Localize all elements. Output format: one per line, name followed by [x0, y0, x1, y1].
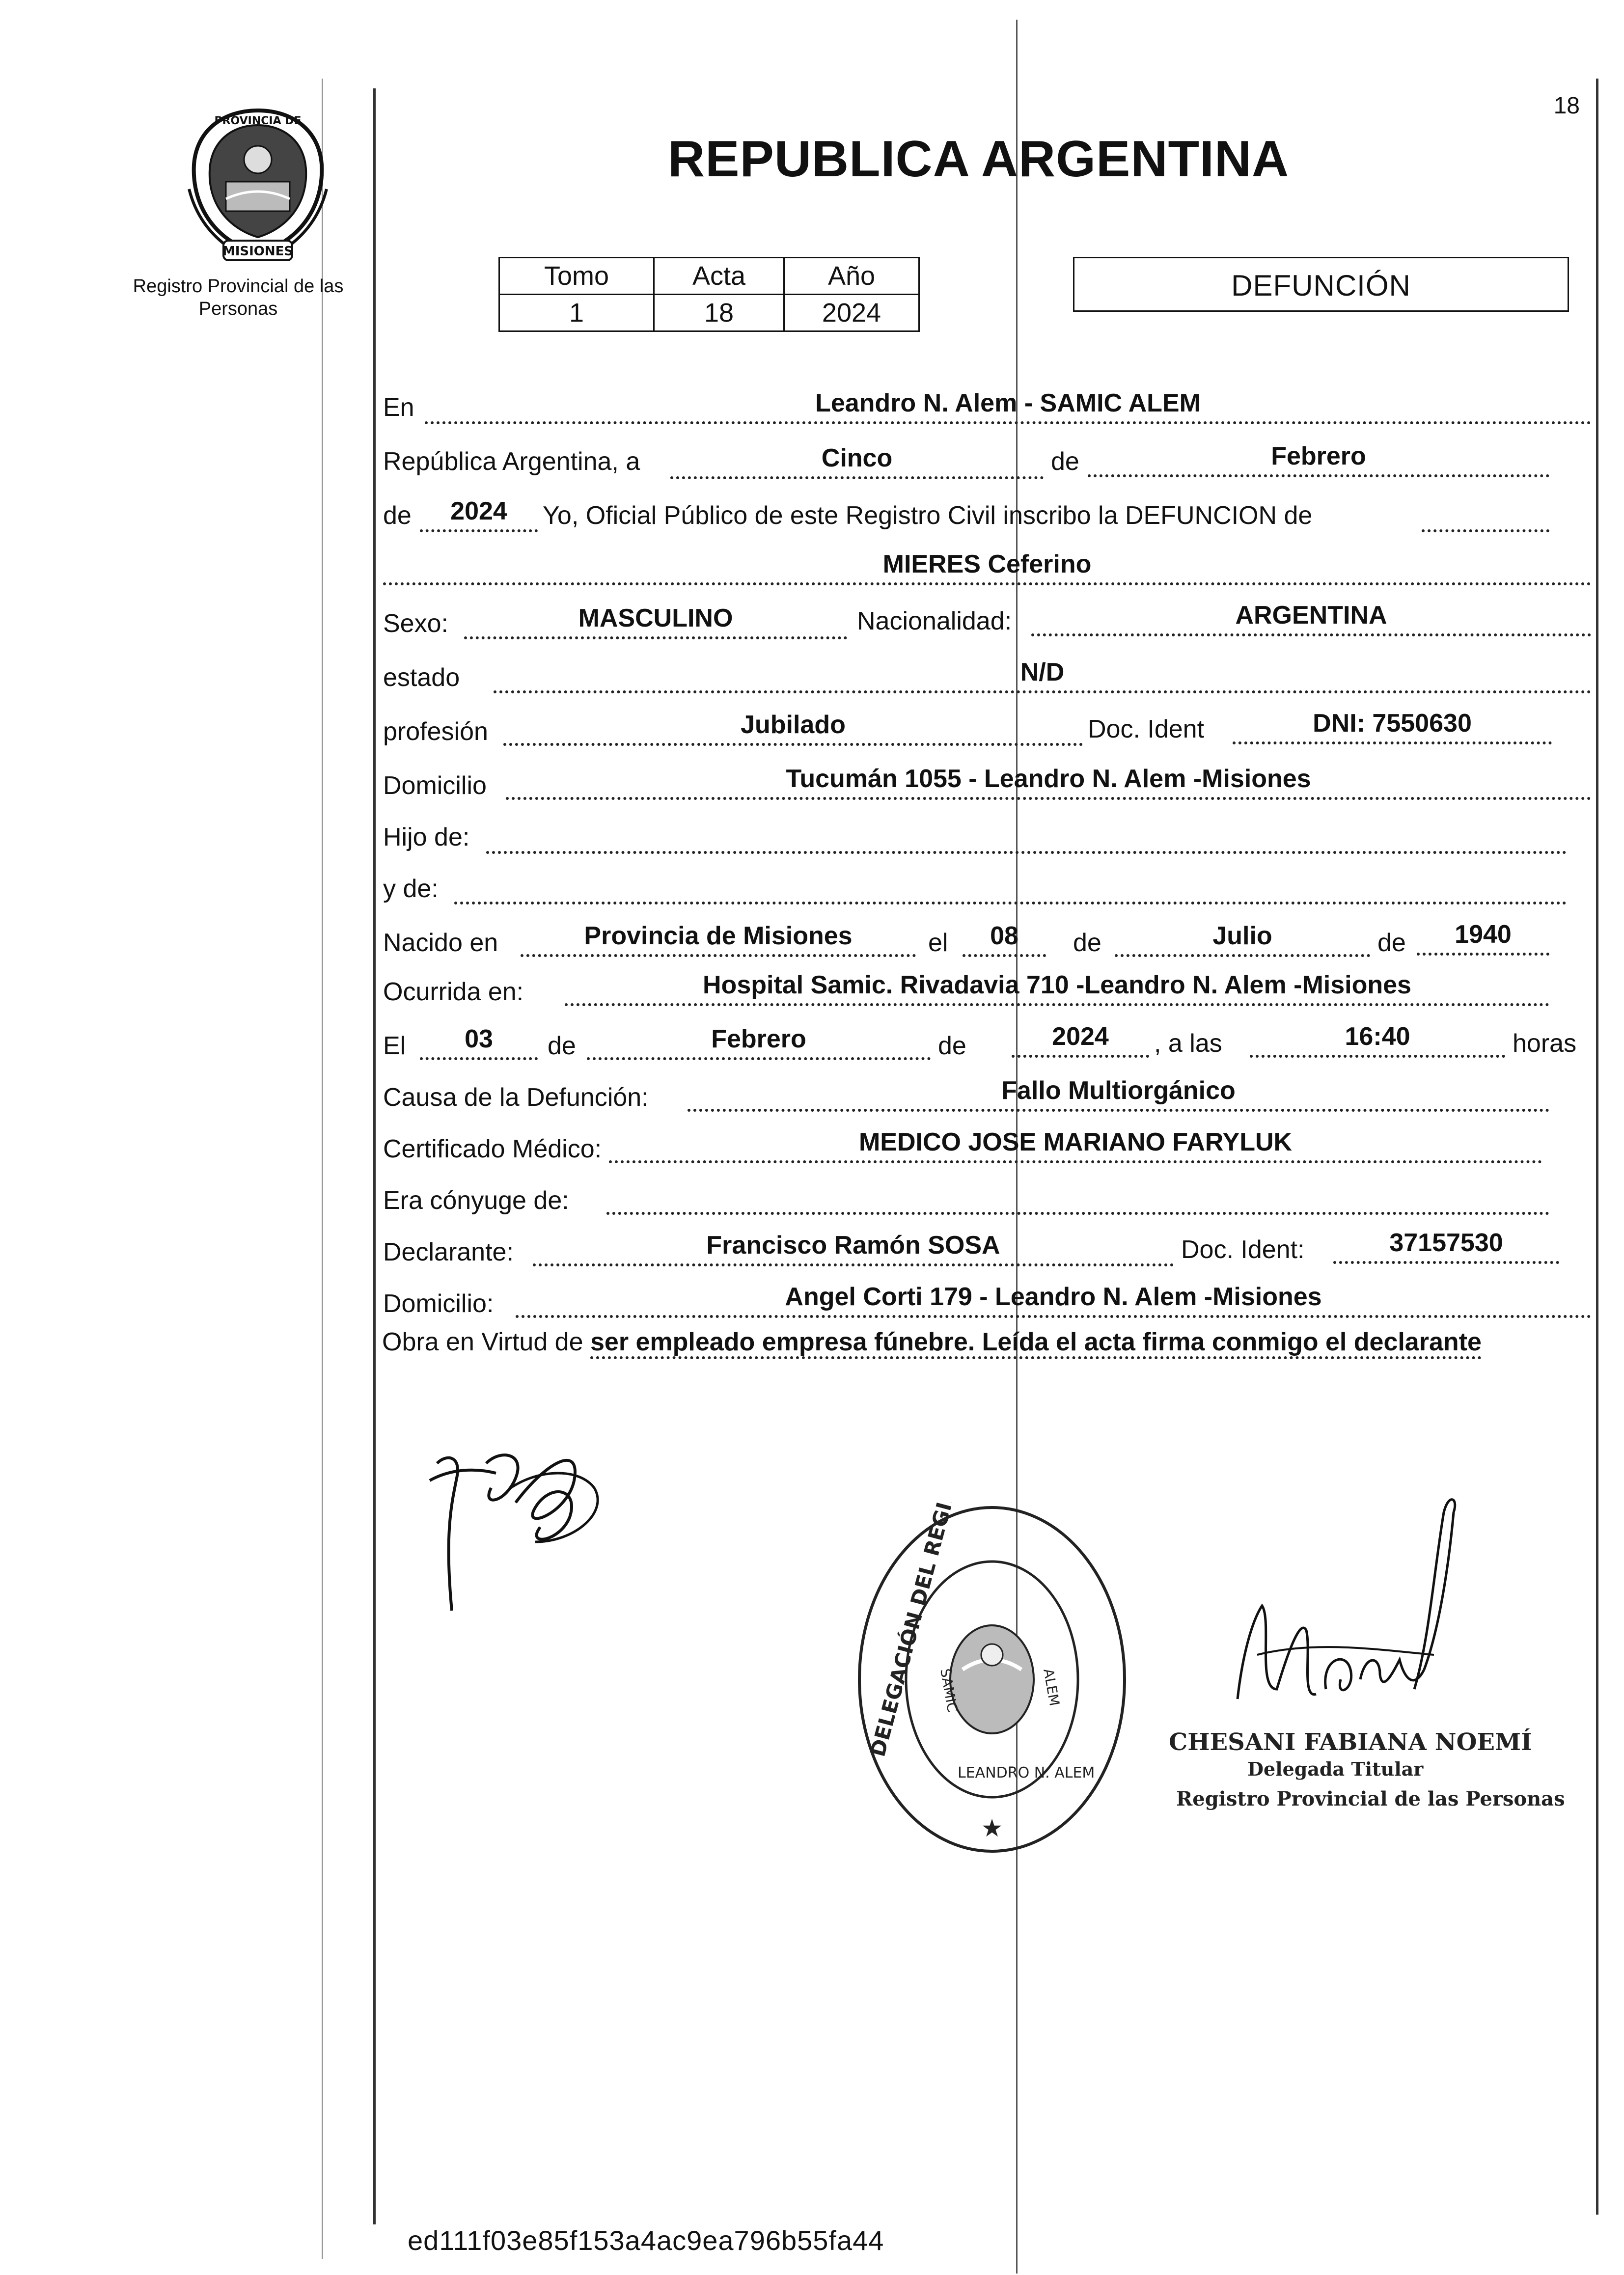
page-number: 18	[1553, 93, 1580, 119]
en-label: En	[383, 393, 414, 422]
estado-value: N/D	[494, 657, 1591, 693]
header-anio: Año	[784, 258, 919, 295]
seal-inner-left: SAMIC	[937, 1667, 961, 1714]
nacionalidad-value: ARGENTINA	[1031, 600, 1591, 636]
defuncion-el-label: El	[383, 1032, 406, 1060]
ocurrida-value: Hospital Samic. Rivadavia 710 -Leandro N. Alem -Misiones	[565, 970, 1549, 1006]
official-signature	[1218, 1493, 1493, 1719]
causa-label: Causa de la Defunción:	[383, 1083, 649, 1112]
right-margin-line	[1596, 79, 1598, 2215]
header-tomo: Tomo	[499, 258, 654, 295]
defuncion-alas-label: , a las	[1154, 1029, 1222, 1058]
sexo-label: Sexo:	[383, 609, 448, 638]
nacido-el-label: el	[928, 929, 948, 957]
page-title: REPUBLICA ARGENTINA	[668, 131, 1290, 188]
anio-acta-text: Yo, Oficial Público de este Registro Civil inscribo la DEFUNCION de	[543, 501, 1313, 530]
obra-paragraph	[382, 1321, 1585, 1363]
registry-label: Registro Provincial de las Personas	[133, 276, 344, 319]
emblem-bottom-text: MISIONES	[222, 244, 294, 259]
fecha-acta-dia: Cinco	[670, 443, 1044, 479]
nacido-label: Nacido en	[383, 929, 498, 957]
anio-acta-value: 2024	[420, 496, 538, 532]
defuncion-mes: Febrero	[587, 1024, 931, 1060]
domicilio-declarante-value: Angel Corti 179 - Leandro N. Alem -Misiones	[516, 1282, 1591, 1318]
header-acta: Acta	[654, 258, 784, 295]
causa-value: Fallo Multiorgánico	[688, 1075, 1549, 1112]
declarante-value: Francisco Ramón SOSA	[533, 1230, 1174, 1266]
doc-ident-value: DNI: 7550630	[1233, 708, 1552, 744]
defuncion-anio: 2024	[1012, 1021, 1149, 1058]
registry-seal-icon	[854, 1503, 1129, 1856]
y-de-value	[454, 868, 1567, 905]
left-margin-line	[373, 88, 376, 2224]
fecha-acta-de-label: de	[1051, 447, 1079, 476]
defuncion-dia: 03	[420, 1024, 538, 1060]
official-org: Registro Provincial de las Personas	[1176, 1787, 1565, 1810]
seal-inner-bottom: LEANDRO N. ALEM	[958, 1764, 1095, 1782]
certificado-value: MEDICO JOSE MARIANO FARYLUK	[609, 1127, 1542, 1163]
provincia-de-misiones-shield-icon	[179, 101, 336, 263]
anio-acta-de-label: de	[383, 501, 412, 530]
nacido-de-label: de	[1073, 929, 1101, 957]
en-value: Leandro N. Alem - SAMIC ALEM	[425, 388, 1591, 424]
conyuge-label: Era cónyuge de:	[383, 1186, 569, 1215]
anio-acta-blank	[1422, 496, 1549, 532]
fecha-acta-mes: Febrero	[1088, 441, 1549, 477]
nacionalidad-label: Nacionalidad:	[857, 607, 1012, 635]
declarant-signature	[417, 1434, 624, 1640]
ocurrida-label: Ocurrida en:	[383, 978, 524, 1006]
defuncion-de2-label: de	[938, 1032, 966, 1060]
declarante-doc-value: 37157530	[1333, 1228, 1559, 1264]
record-type-box: DEFUNCIÓN	[1073, 257, 1569, 312]
value-acta: 18	[654, 295, 784, 331]
nacido-anio: 1940	[1417, 919, 1549, 956]
domicilio-value: Tucumán 1055 - Leandro N. Alem -Misiones	[506, 764, 1591, 800]
svg-text:★: ★	[981, 1814, 1003, 1842]
defuncion-de-label: de	[548, 1032, 576, 1060]
domicilio-declarante-label: Domicilio:	[383, 1289, 494, 1318]
document-hash: ed111f03e85f153a4ac9ea796b55fa44	[408, 2225, 884, 2256]
obra-label: Obra en Virtud de	[382, 1328, 583, 1356]
value-anio: 2024	[784, 295, 919, 331]
fecha-acta-label: República Argentina, a	[383, 447, 640, 476]
value-tomo: 1	[499, 295, 654, 331]
profesion-label: profesión	[383, 717, 488, 746]
declarante-doc-label: Doc. Ident:	[1181, 1235, 1305, 1264]
nacido-mes: Julio	[1115, 921, 1370, 957]
emblem-top-text: PROVINCIA DE	[214, 115, 302, 127]
deceased-name: MIERES Ceferino	[383, 549, 1591, 585]
nacido-lugar: Provincia de Misiones	[521, 921, 916, 957]
official-name: CHESANI FABIANA NOEMÍ	[1169, 1728, 1532, 1756]
nacido-de2-label: de	[1377, 929, 1406, 957]
doc-ident-label: Doc. Ident	[1088, 715, 1205, 743]
left-scan-edge	[322, 79, 323, 2259]
official-role: Delegada Titular	[1247, 1758, 1424, 1780]
domicilio-label: Domicilio	[383, 771, 487, 800]
defuncion-horas-label: horas	[1513, 1029, 1577, 1058]
certificado-label: Certificado Médico:	[383, 1135, 602, 1163]
hijo-de-label: Hijo de:	[383, 823, 470, 851]
nacido-dia: 08	[963, 921, 1046, 957]
obra-value: ser empleado empresa fúnebre. Leída el acta firma conmigo el declarante	[590, 1328, 1482, 1359]
conyuge-value	[606, 1179, 1549, 1215]
record-table	[498, 257, 920, 332]
sexo-value: MASCULINO	[464, 603, 847, 639]
estado-label: estado	[383, 663, 460, 692]
seal-inner-right: ALEM	[1040, 1667, 1063, 1707]
defuncion-hora: 16:40	[1250, 1021, 1505, 1058]
y-de-label: y de:	[383, 875, 439, 903]
declarante-label: Declarante:	[383, 1238, 514, 1266]
profesion-value: Jubilado	[503, 710, 1083, 746]
hijo-de-value	[486, 818, 1567, 854]
